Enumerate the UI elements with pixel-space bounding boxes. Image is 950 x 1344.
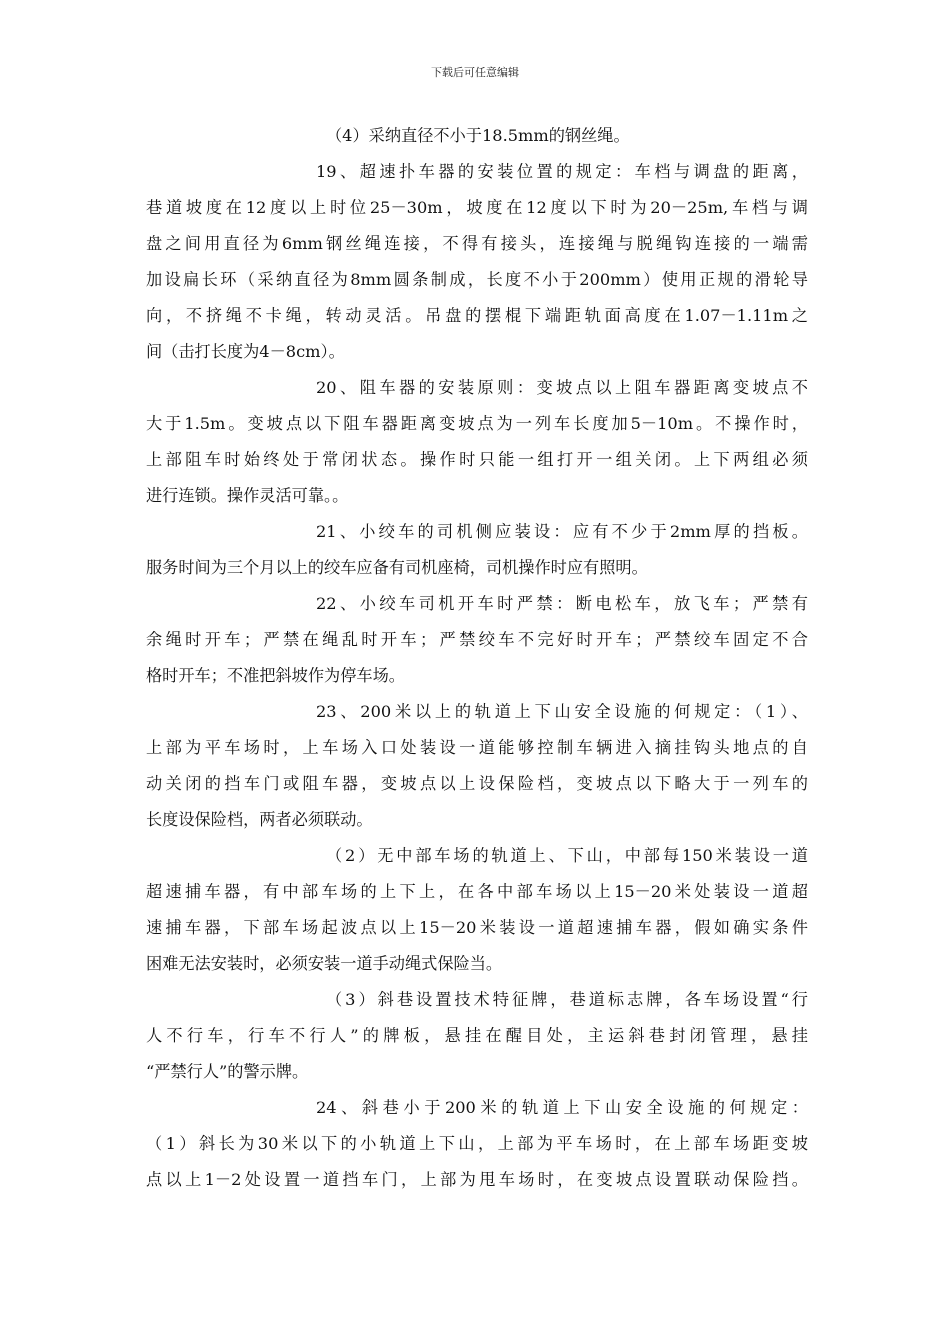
text-line: 进行连锁。操作灵活可靠。。 <box>146 486 349 505</box>
document-body <box>146 118 808 1198</box>
text-line: 超速捕车器，有中部车场的上下上，在各中部车场以上15－20米处装设一道超 <box>146 882 808 901</box>
text-line: 24、斜巷小于200米的轨道上下山安全设施的何规定： <box>316 1098 808 1117</box>
text-line: （1）斜长为30米以下的小轨道上下山，上部为平车场时，在上部车场距变坡 <box>146 1134 808 1153</box>
text-line: 点以上1－2处设置一道挡车门，上部为甩车场时，在变坡点设置联动保险挡。 <box>146 1170 808 1189</box>
text-line: （3）斜巷设置技术特征牌，巷道标志牌，各车场设置“行 <box>326 990 808 1009</box>
text-line: 服务时间为三个月以上的绞车应备有司机座椅，司机操作时应有照明。 <box>146 558 648 577</box>
text-line: 困难无法安装时，必须安装一道手动绳式保险当。 <box>146 954 503 973</box>
text-line: （4）采纳直径不小于18.5mm的钢丝绳。 <box>326 126 630 145</box>
text-line: “严禁行人”的警示牌。 <box>146 1062 309 1081</box>
text-line: 上部为平车场时，上车场入口处装设一道能够控制车辆进入摘挂钩头地点的自 <box>146 738 808 757</box>
text-line: 21、小绞车的司机侧应装设：应有不少于2mm厚的挡板。 <box>316 522 808 541</box>
text-line: 格时开车；不准把斜坡作为停车场。 <box>146 666 405 685</box>
text-line: 人不行车，行车不行人”的牌板，悬挂在醒目处，主运斜巷封闭管理，悬挂 <box>146 1026 808 1045</box>
text-line: 大于1.5m。变坡点以下阻车器距离变坡点为一列车长度加5－10m。不操作时， <box>146 414 808 433</box>
text-line: 23、200米以上的轨道上下山安全设施的何规定：（1）、 <box>316 702 808 721</box>
text-line: 19、超速扑车器的安装位置的规定：车档与调盘的距离， <box>316 162 808 181</box>
text-line: （2）无中部车场的轨道上、下山，中部每150米装设一道 <box>326 846 808 865</box>
text-line: 动关闭的挡车门或阻车器，变坡点以上设保险档，变坡点以下略大于一列车的 <box>146 774 808 793</box>
text-line: 上部阻车时始终处于常闭状态。操作时只能一组打开一组关闭。上下两组必须 <box>146 450 808 469</box>
text-line: 余绳时开车；严禁在绳乱时开车；严禁绞车不完好时开车；严禁绞车固定不合 <box>146 630 808 649</box>
text-line: 长度设保险档，两者必须联动。 <box>146 810 373 829</box>
text-line: 向，不挤绳不卡绳，转动灵活。吊盘的摆棍下端距轨面高度在1.07－1.11m之 <box>146 306 808 325</box>
text-line: 22、小绞车司机开车时严禁：断电松车，放飞车；严禁有 <box>316 594 808 613</box>
page-header: 下载后可任意编辑 <box>431 66 519 79</box>
text-line: 间（击打长度为4－8cm）。 <box>146 342 345 361</box>
text-line: 20、阻车器的安装原则：变坡点以上阻车器距离变坡点不 <box>316 378 808 397</box>
text-line: 速捕车器，下部车场起波点以上15－20米装设一道超速捕车器，假如确实条件 <box>146 918 808 937</box>
text-line: 加设扁长环（采纳直径为8mm圆条制成，长度不小于200mm）使用正规的滑轮导 <box>146 270 808 289</box>
text-line: 盘之间用直径为6mm钢丝绳连接，不得有接头，连接绳与脱绳钩连接的一端需 <box>146 234 808 253</box>
text-line: 巷道坡度在12度以上时位25－30m，坡度在12度以下时为20－25m,车档与调 <box>146 198 808 217</box>
